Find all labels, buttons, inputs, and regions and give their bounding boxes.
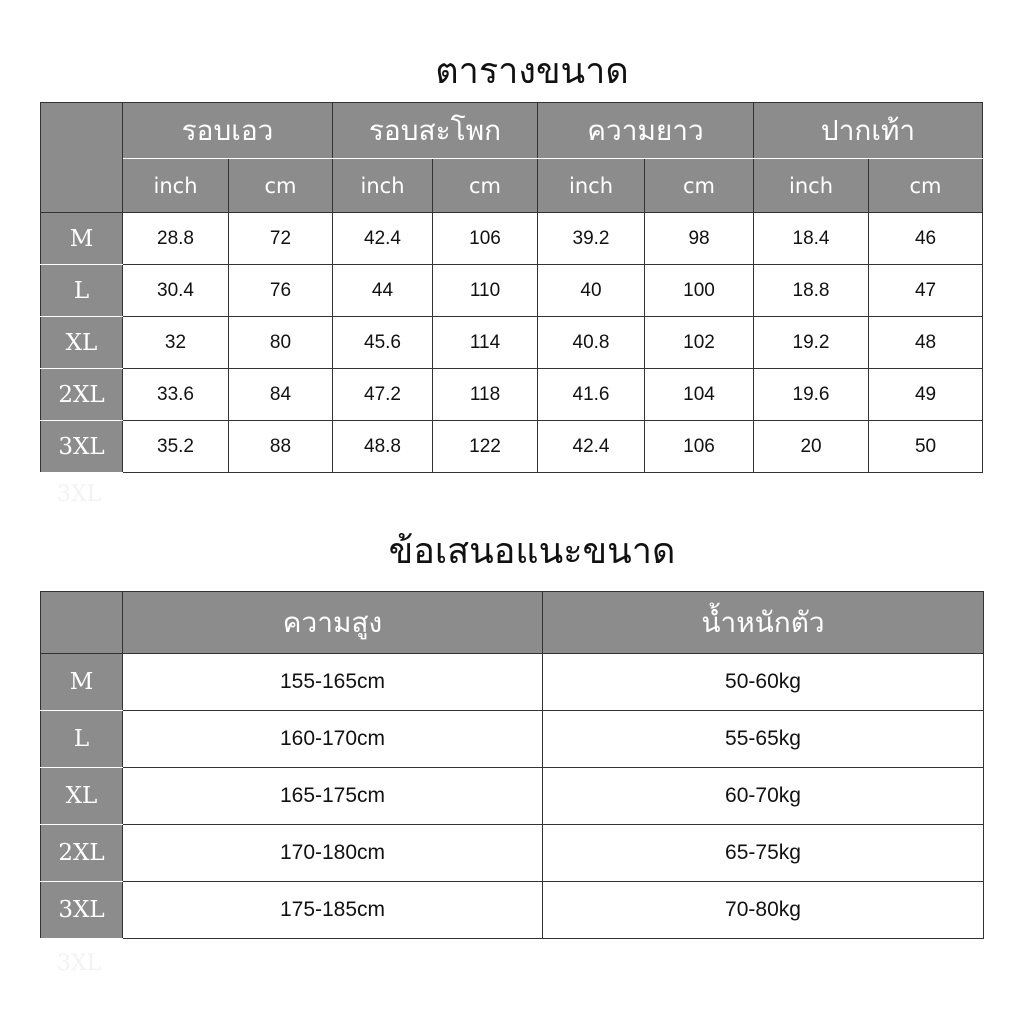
table-cell: 102 — [645, 317, 754, 369]
table-cell: 20 — [754, 421, 869, 473]
table-row — [41, 768, 984, 825]
table-cell: 106 — [433, 213, 538, 265]
height-cell: 175-185cm — [123, 882, 543, 939]
table-row — [41, 317, 983, 369]
table-row — [41, 825, 984, 882]
recommendation-title: ข้อเสนอแนะขนาด — [388, 531, 676, 572]
table-cell: 48 — [869, 317, 983, 369]
table-cell: 76 — [229, 265, 333, 317]
table-row — [41, 711, 984, 768]
height-cell: 155-165cm — [123, 654, 543, 711]
unit-header: inch — [333, 159, 433, 213]
size-label: 2XL — [41, 825, 123, 882]
weight-header: น้ำหนักตัว — [543, 592, 984, 654]
table-cell: 114 — [433, 317, 538, 369]
table-cell: 122 — [433, 421, 538, 473]
unit-header: inch — [123, 159, 229, 213]
table-cell: 80 — [229, 317, 333, 369]
table-row — [41, 213, 983, 265]
height-cell: 160-170cm — [123, 711, 543, 768]
height-cell: 170-180cm — [123, 825, 543, 882]
table-row — [41, 882, 984, 939]
group-header-waist: รอบเอว — [123, 103, 333, 159]
weight-cell: 55-65kg — [543, 711, 984, 768]
table-cell: 48.8 — [333, 421, 433, 473]
table-cell: 110 — [433, 265, 538, 317]
table-row — [41, 654, 984, 711]
size-chart-corner — [41, 103, 123, 213]
table-cell: 28.8 — [123, 213, 229, 265]
table-cell: 49 — [869, 369, 983, 421]
size-label: M — [41, 213, 123, 265]
height-header: ความสูง — [123, 592, 543, 654]
table-cell: 30.4 — [123, 265, 229, 317]
table-row — [41, 369, 983, 421]
group-header-length: ความยาว — [538, 103, 754, 159]
size-chart-table — [40, 102, 983, 473]
table-cell: 19.6 — [754, 369, 869, 421]
table-cell: 118 — [433, 369, 538, 421]
size-label: L — [41, 711, 123, 768]
group-header-hip: รอบสะโพก — [333, 103, 538, 159]
unit-header: cm — [645, 159, 754, 213]
size-label: M — [41, 654, 123, 711]
table-cell: 40 — [538, 265, 645, 317]
table-cell: 18.4 — [754, 213, 869, 265]
table-row — [41, 421, 983, 473]
size-label: XL — [41, 768, 123, 825]
table-cell: 106 — [645, 421, 754, 473]
table-cell: 72 — [229, 213, 333, 265]
faded-size-label: 3XL — [57, 951, 102, 976]
size-chart-title: ตารางขนาด — [435, 51, 629, 92]
size-label: 2XL — [41, 369, 123, 421]
weight-cell: 70-80kg — [543, 882, 984, 939]
table-cell: 104 — [645, 369, 754, 421]
table-cell: 50 — [869, 421, 983, 473]
table-cell: 47.2 — [333, 369, 433, 421]
table-cell: 39.2 — [538, 213, 645, 265]
table-cell: 44 — [333, 265, 433, 317]
size-label: L — [41, 265, 123, 317]
table-cell: 84 — [229, 369, 333, 421]
unit-header: inch — [538, 159, 645, 213]
height-cell: 165-175cm — [123, 768, 543, 825]
table-cell: 32 — [123, 317, 229, 369]
table-row — [41, 265, 983, 317]
weight-cell: 65-75kg — [543, 825, 984, 882]
size-label: 3XL — [41, 882, 123, 939]
table-cell: 42.4 — [333, 213, 433, 265]
table-cell: 100 — [645, 265, 754, 317]
table-cell: 88 — [229, 421, 333, 473]
recommendation-corner — [41, 592, 123, 654]
unit-header: cm — [433, 159, 538, 213]
table-cell: 40.8 — [538, 317, 645, 369]
unit-header: inch — [754, 159, 869, 213]
faded-size-label: 3XL — [57, 482, 102, 507]
table-cell: 46 — [869, 213, 983, 265]
group-header-leg-opening: ปากเท้า — [754, 103, 983, 159]
unit-header: cm — [869, 159, 983, 213]
table-cell: 45.6 — [333, 317, 433, 369]
table-cell: 42.4 — [538, 421, 645, 473]
size-label: XL — [41, 317, 123, 369]
table-cell: 18.8 — [754, 265, 869, 317]
table-cell: 33.6 — [123, 369, 229, 421]
size-recommendation-table — [40, 591, 984, 939]
table-cell: 35.2 — [123, 421, 229, 473]
table-cell: 98 — [645, 213, 754, 265]
weight-cell: 50-60kg — [543, 654, 984, 711]
table-cell: 19.2 — [754, 317, 869, 369]
weight-cell: 60-70kg — [543, 768, 984, 825]
table-cell: 41.6 — [538, 369, 645, 421]
size-label: 3XL — [41, 421, 123, 473]
table-cell: 47 — [869, 265, 983, 317]
unit-header: cm — [229, 159, 333, 213]
